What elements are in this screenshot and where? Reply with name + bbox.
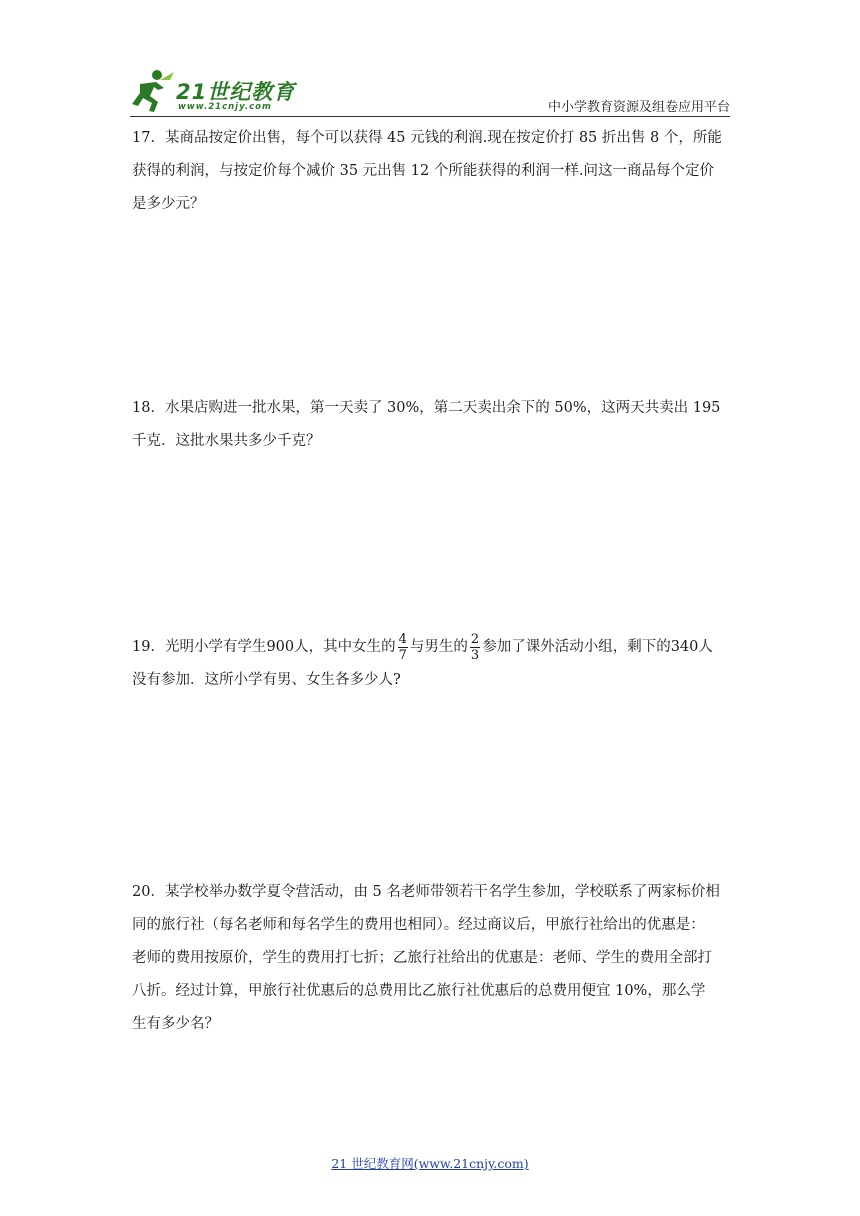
page-footer xyxy=(0,1154,860,1172)
question-19-text-a: 19．光明小学有学生900人，其中女生的 xyxy=(132,639,396,655)
question-20-line-1: 20．某学校举办数学夏令营活动，由 5 名老师带领若干名学生参加，学校联系了两家标价相 xyxy=(132,884,720,900)
question-17-line-2: 获得的利润，与按定价每个减价 35 元出售 12 个所能获得的利润一样.问这一商品每个定价 xyxy=(132,163,714,179)
runner-icon xyxy=(130,66,176,114)
question-20-line-3: 老师的费用按原价，学生的费用打七折；乙旅行社给出的优惠是：老师、学生的费用全部打 xyxy=(132,950,712,966)
logo-url: www.21cnjy.com xyxy=(178,102,272,112)
question-17 xyxy=(132,122,732,221)
question-18 xyxy=(132,392,732,458)
question-19-text-b: 与男生的 xyxy=(409,639,468,655)
question-20-line-4: 八折。经过计算，甲旅行社优惠后的总费用比乙旅行社优惠后的总费用便宜 10%，那么学 xyxy=(132,983,706,999)
site-logo[interactable] xyxy=(130,66,310,116)
question-19 xyxy=(132,624,732,697)
fraction-four-sevenths xyxy=(398,632,408,663)
question-20-line-5: 生有多少名？ xyxy=(132,1016,219,1032)
site-name: 中小学教育资源及组卷应用平台 xyxy=(547,100,730,115)
question-18-line-2: 千克．这批水果共多少千克？ xyxy=(132,433,321,449)
page-header xyxy=(130,66,730,118)
footer-link[interactable]: 21 世纪教育网(www.21cnjy.com) xyxy=(331,1156,529,1171)
question-20 xyxy=(132,876,732,1041)
question-17-line-3: 是多少元？ xyxy=(132,196,205,212)
question-18-line-1: 18．水果店购进一批水果，第一天卖了 30%，第二天卖出余下的 50%，这两天共卖出 195 xyxy=(132,400,721,416)
header-divider xyxy=(130,116,730,117)
question-17-line-1: 17．某商品按定价出售，每个可以获得 45 元钱的利润.现在按定价打 85 折出售 8 个，所能 xyxy=(132,130,722,146)
fraction-denominator: 7 xyxy=(398,647,407,663)
logo-text: 21世纪教育 xyxy=(176,80,296,104)
fraction-numerator: 2 xyxy=(470,631,480,647)
fraction-two-thirds xyxy=(470,632,480,663)
question-19-line-2: 没有参加．这所小学有男、女生各多少人? xyxy=(132,672,401,688)
question-19-text-c: 参加了课外活动小组，剩下的340人 xyxy=(482,639,713,655)
question-20-line-2: 同的旅行社（每名老师和每名学生的费用也相同）。经过商议后，甲旅行社给出的优惠是： xyxy=(132,917,705,933)
fraction-denominator: 3 xyxy=(470,647,480,663)
fraction-numerator: 4 xyxy=(398,631,407,647)
